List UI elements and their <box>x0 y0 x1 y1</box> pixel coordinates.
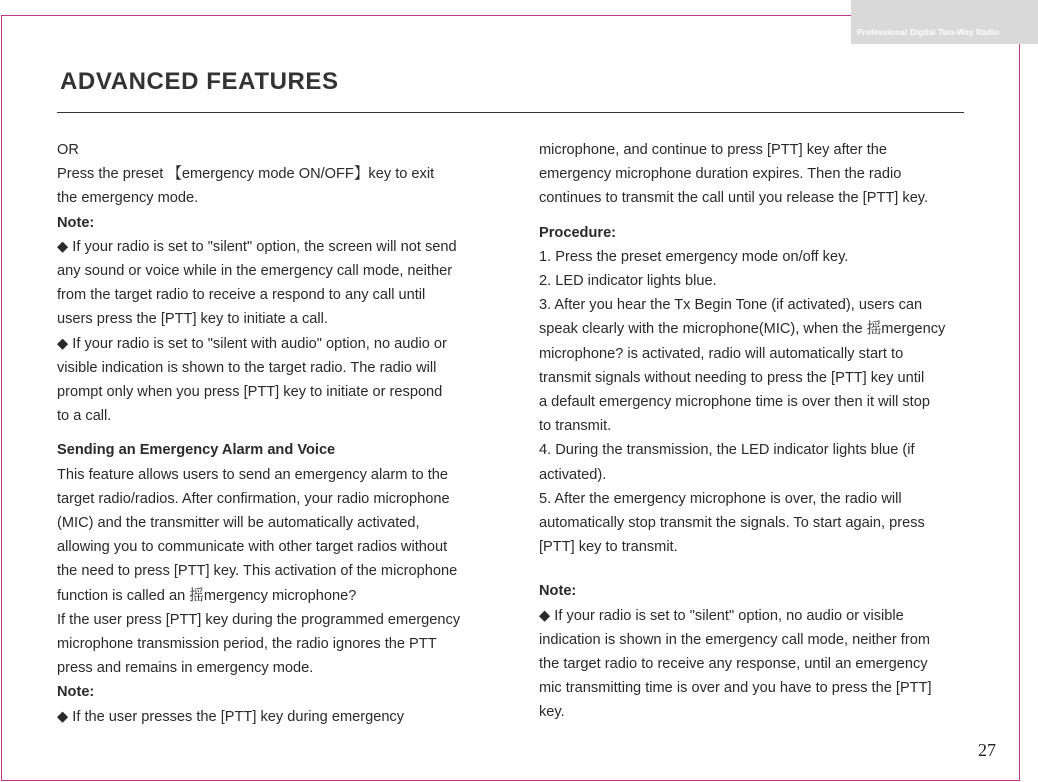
text-line: press and remains in emergency mode. <box>57 660 314 677</box>
text-line: [PTT] key to transmit. <box>539 539 678 556</box>
text-line: If the user press [PTT] key during the programmed emergency <box>57 611 461 628</box>
text-line: activated). <box>539 466 607 483</box>
text-line: ◆ If the user presses the [PTT] key during emergency <box>57 708 405 725</box>
page-title: ADVANCED FEATURES <box>60 68 339 95</box>
text-line: This feature allows users to send an emergency alarm to the <box>57 466 448 483</box>
right-column <box>539 138 969 725</box>
text-line: Press the preset 【emergency mode ON/OFF】key to exit <box>57 166 435 183</box>
text-line: the target radio to receive any response, until an emergency <box>539 656 928 673</box>
section-heading: Sending an Emergency Alarm and Voice <box>57 442 336 459</box>
title-divider <box>57 112 964 113</box>
text-line: to a call. <box>57 408 112 425</box>
procedure-heading: Procedure: <box>539 224 617 241</box>
note-heading: Note: <box>57 684 95 701</box>
text-line: transmit signals without needing to press the [PTT] key until <box>539 369 925 386</box>
text-line: to transmit. <box>539 418 612 435</box>
text-line: prompt only when you press [PTT] key to initiate or respond <box>57 384 443 401</box>
text-line: 2. LED indicator lights blue. <box>539 273 717 290</box>
text-line: visible indication is shown to the target radio. The radio will <box>57 359 437 376</box>
left-column <box>57 138 487 729</box>
text-line: indication is shown in the emergency call mode, neither from <box>539 631 930 648</box>
text-line: automatically stop transmit the signals. To start again, press <box>539 515 925 532</box>
text-line: 3. After you hear the Tx Begin Tone (if activated), users can <box>539 297 923 314</box>
text-line: emergency microphone duration expires. Then the radio <box>539 166 902 183</box>
text-line: target radio/radios. After confirmation, your radio microphone <box>57 490 450 507</box>
text-line: microphone, and continue to press [PTT] key after the <box>539 142 887 158</box>
text-line: OR <box>57 142 79 158</box>
page-number: 27 <box>978 740 996 760</box>
text-line: function is called an 摇mergency microphone? <box>57 587 357 604</box>
text-line: 5. After the emergency microphone is over, the radio will <box>539 490 902 507</box>
text-line: ◆ If your radio is set to "silent with audio" option, no audio or <box>57 335 447 352</box>
text-line: users press the [PTT] key to initiate a call. <box>57 311 328 328</box>
text-line: 1. Press the preset emergency mode on/off key. <box>539 248 849 265</box>
text-line: any sound or voice while in the emergency call mode, neither <box>57 263 453 280</box>
note-heading: Note: <box>57 214 95 231</box>
text-line: from the target radio to receive a respond to any call until <box>57 287 426 304</box>
text-line: 4. During the transmission, the LED indicator lights blue (if <box>539 442 915 459</box>
text-line: mic transmitting time is over and you have to press the [PTT] <box>539 680 932 697</box>
text-line: speak clearly with the microphone(MIC), when the 摇mergency <box>539 321 946 338</box>
text-line: microphone? is activated, radio will automatically start to <box>539 345 904 362</box>
text-line: the need to press [PTT] key. This activation of the microphone <box>57 563 458 580</box>
text-line: microphone transmission period, the radio ignores the PTT <box>57 636 437 653</box>
text-line: (MIC) and the transmitter will be automatically activated, <box>57 515 420 532</box>
text-line: allowing you to communicate with other target radios without <box>57 539 448 556</box>
text-line: key. <box>539 704 565 721</box>
header-tab <box>851 0 1038 44</box>
text-line: ◆ If your radio is set to "silent" option, no audio or visible <box>539 607 904 624</box>
text-line: the emergency mode. <box>57 190 199 207</box>
text-line: ◆ If your radio is set to "silent" option, the screen will not send <box>57 238 457 255</box>
note-heading: Note: <box>539 583 577 600</box>
header-tab-text: Professional Digital Two-Way Radio <box>857 28 1000 37</box>
text-line: a default emergency microphone time is over then it will stop <box>539 394 930 411</box>
text-line: continues to transmit the call until you release the [PTT] key. <box>539 190 929 207</box>
